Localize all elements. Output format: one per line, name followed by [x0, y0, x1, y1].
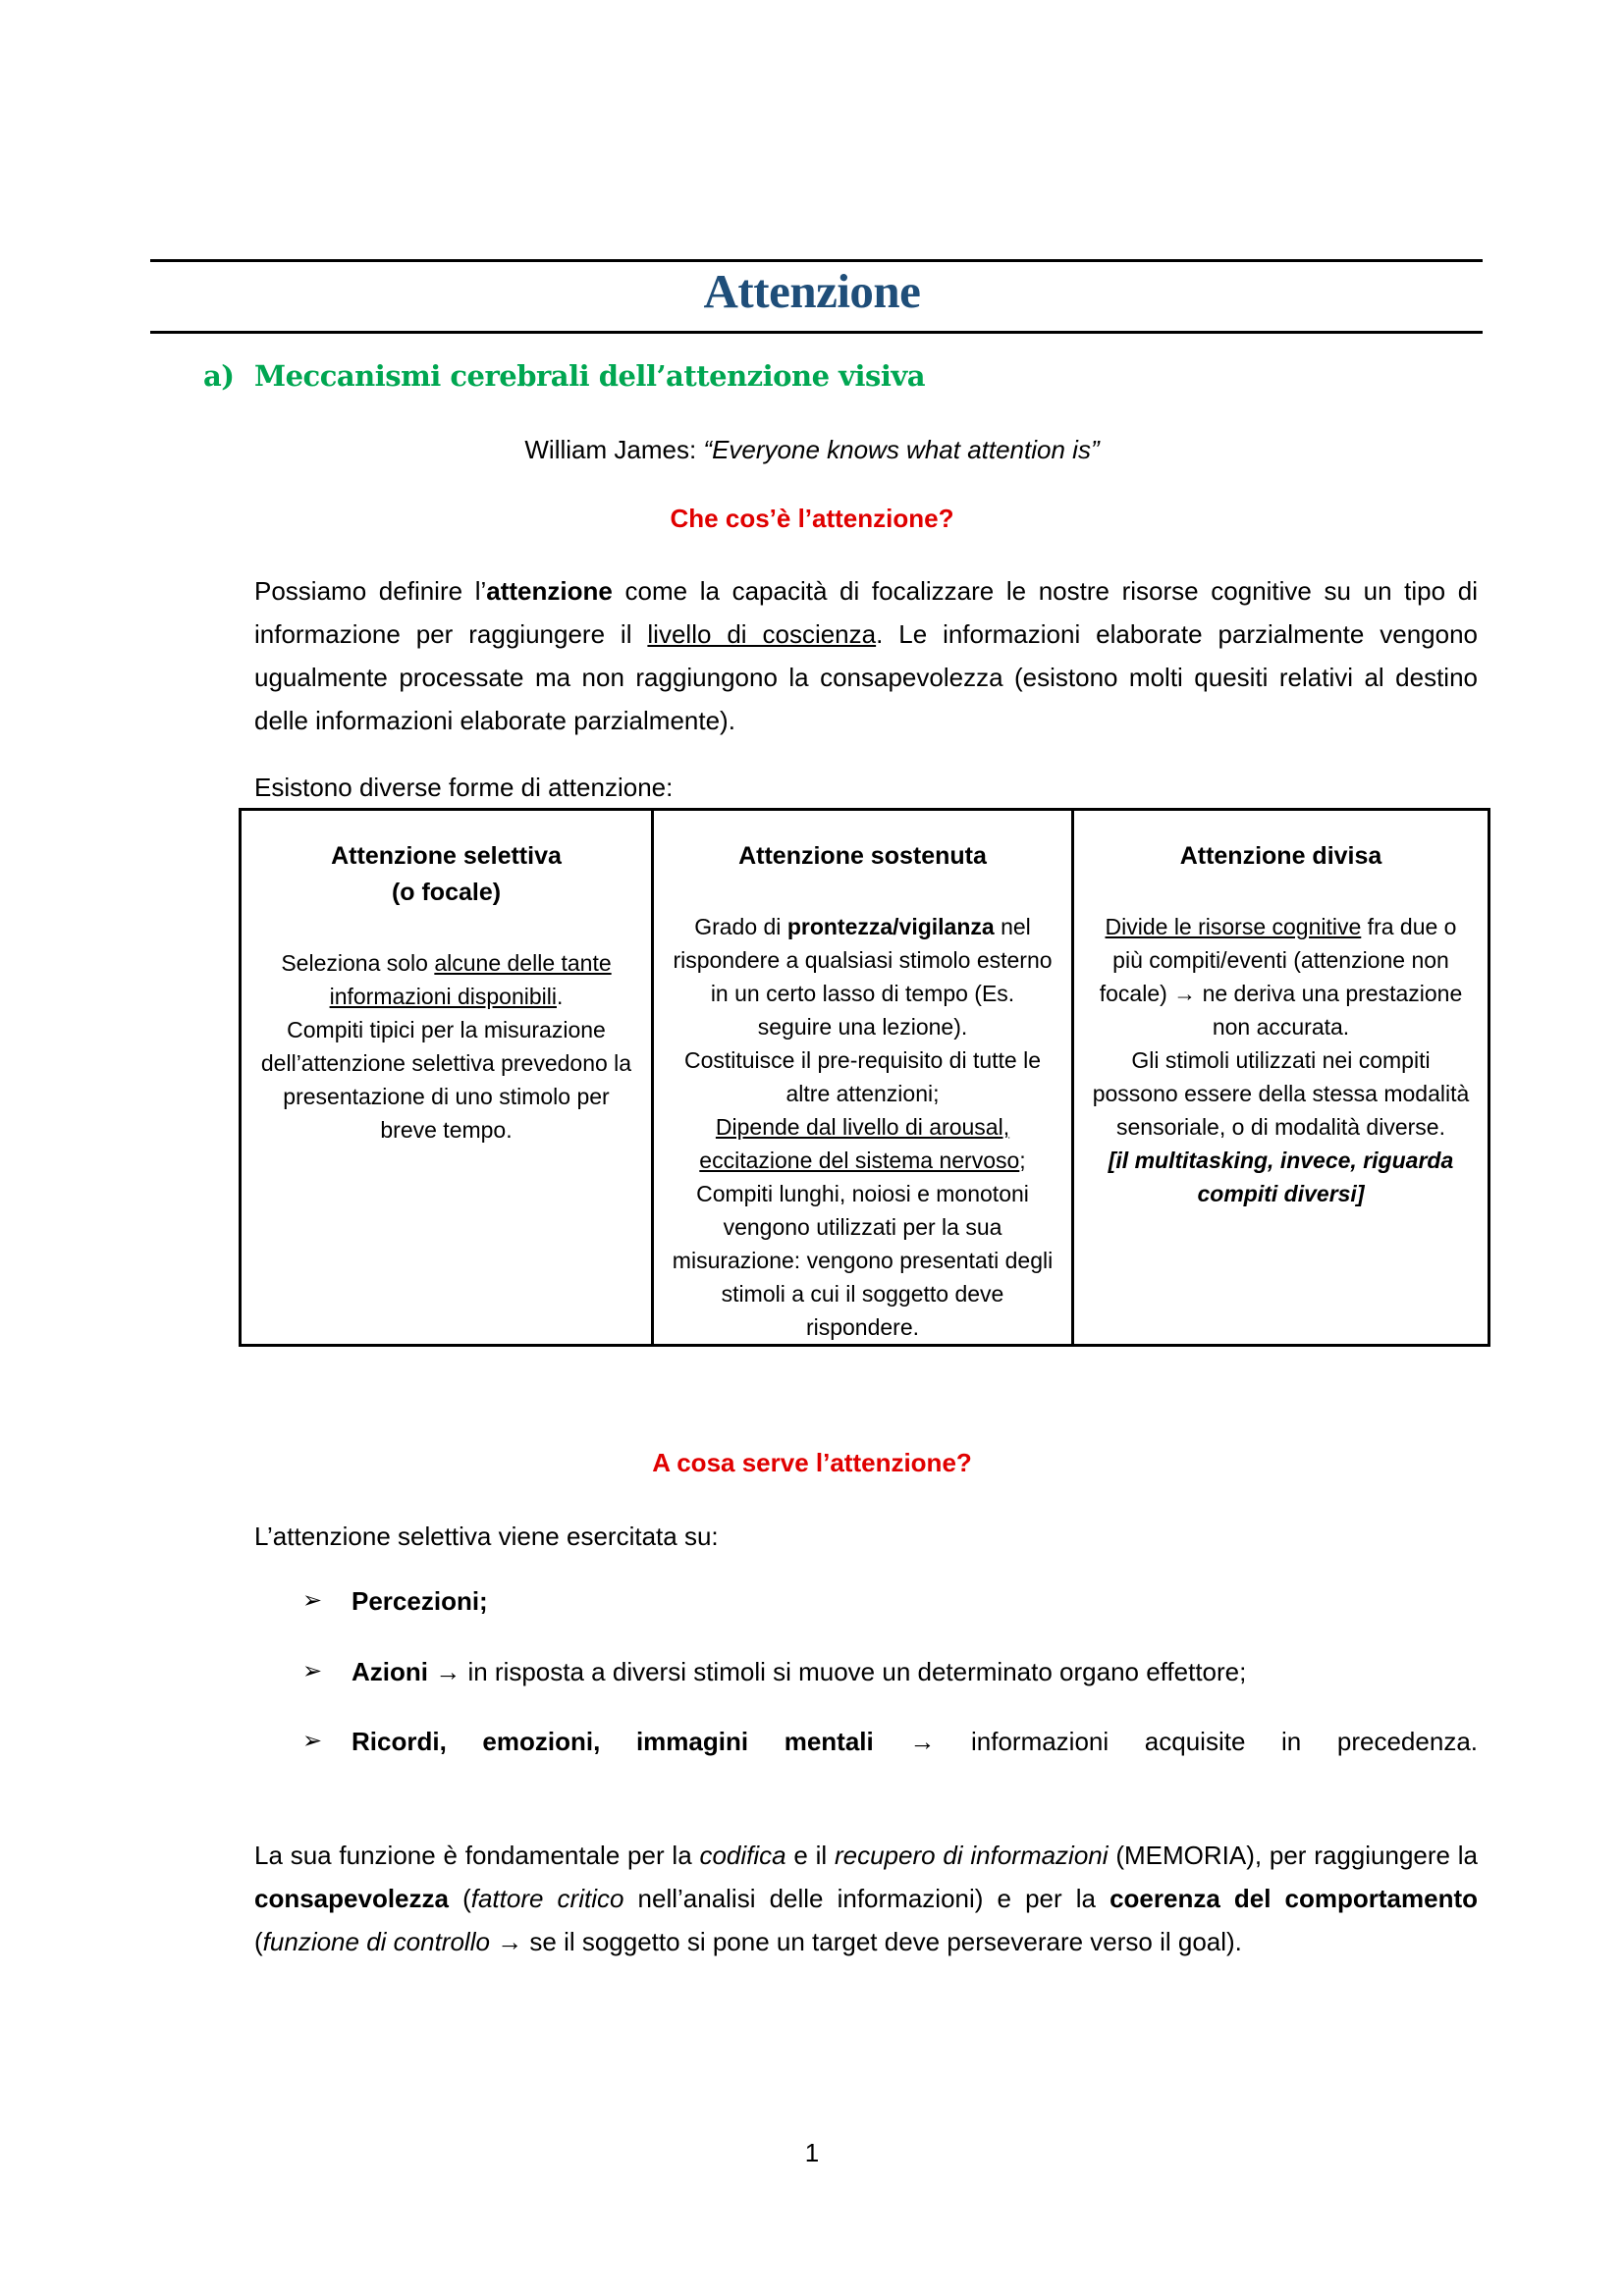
- quote: [0, 435, 1624, 465]
- list-item: ➢ Azioni → in risposta a diversi stimoli si muove un determinato organo effettore;: [302, 1657, 1247, 1686]
- definition-text: . Le informazioni elaborate parzialmente vengono ugualmente processate ma non raggiungono la consapevolezza (esistono molti quesiti relativi al destino delle informazioni elaborate parzialmente).: [254, 619, 1479, 735]
- table-cell-sustained: Attenzione sostenuta Grado di prontezza/vigilanza nel rispondere a qualsiasi stimolo esterno in un certo lasso di tempo (Es. seguire una lezione). Costituisce il pre-requisito di tutte le altre attenzioni; Dipende dal livello di arousal, eccitazione del sistema nervoso; Compiti lunghi, noiosi e monotoni vengono utilizzati per la sua misurazione: vengono presentati degli stimoli a cui il soggetto deve rispondere.: [653, 810, 1073, 1346]
- question-heading-purpose: A cosa serve l’attenzione?: [652, 1448, 972, 1477]
- definition-underlined: livello di coscienza: [647, 619, 877, 649]
- title-rule-bottom: [150, 331, 1483, 334]
- table-row: [241, 810, 1489, 1346]
- attention-forms-table: [239, 808, 1490, 1347]
- forms-intro: Esistono diverse forme di attenzione:: [254, 773, 674, 802]
- quote-author: William James:: [524, 435, 704, 464]
- title-rule-top: [150, 259, 1483, 262]
- section-marker: a): [203, 359, 235, 393]
- page-number: 1: [804, 2138, 820, 2167]
- arrow-bullet-icon: ➢: [302, 1658, 323, 1684]
- section-heading-text: Meccanismi cerebrali dell’attenzione visiva: [254, 359, 925, 393]
- table-cell-divided: Attenzione divisa Divide le risorse cognitive fra due o più compiti/eventi (attenzione non focale) → ne deriva una prestazione non accurata. Gli stimoli utilizzati nei compiti possono essere della stessa modalità sensoriale, o di modalità diverse. [il multitasking, invece, riguarda compiti diversi]: [1073, 810, 1489, 1346]
- definition-text: Possiamo definire l’: [254, 576, 487, 606]
- definition-bold: attenzione: [486, 576, 613, 606]
- column-heading: Attenzione sostenuta: [738, 842, 987, 870]
- list-item: ➢ Ricordi, emozioni, immagini mentali → informazioni acquisite in precedenza.: [302, 1727, 1478, 1756]
- list-item: ➢ Percezioni;: [302, 1586, 488, 1616]
- table-cell-selective: Attenzione selettiva (o focale) Seleziona solo alcune delle tante informazioni disponibili. Compiti tipici per la misurazione dell’attenzione selettiva prevedono la presentazione di uno stimolo per breve tempo.: [241, 810, 653, 1346]
- page-title: Attenzione: [703, 264, 921, 318]
- question-heading-what: Che cos’è l’attenzione?: [670, 504, 954, 533]
- definition-text: come la capacità di focalizzare le nostre risorse cognitive su un tipo di informazione per raggiungere il: [254, 576, 1478, 649]
- quote-text: “Everyone knows what attention is”: [703, 435, 1100, 464]
- column-heading: Attenzione divisa: [1179, 842, 1382, 870]
- selective-intro: L’attenzione selettiva viene esercitata su:: [254, 1522, 719, 1551]
- definition-paragraph: [254, 569, 1478, 742]
- column-heading: Attenzione selettiva (o focale): [331, 842, 562, 906]
- arrow-bullet-icon: ➢: [302, 1587, 323, 1614]
- function-paragraph: La sua funzione è fondamentale per la codifica e il recupero di informazioni (MEMORIA), per raggiungere la consapevolezza (fattore critico nell’analisi delle informazioni) e per la coerenza del comportamento (funzione di controllo → se il soggetto si pone un target deve perseverare verso il goal).: [254, 1841, 1479, 1956]
- section-heading: [203, 359, 925, 393]
- arrow-bullet-icon: ➢: [302, 1728, 323, 1754]
